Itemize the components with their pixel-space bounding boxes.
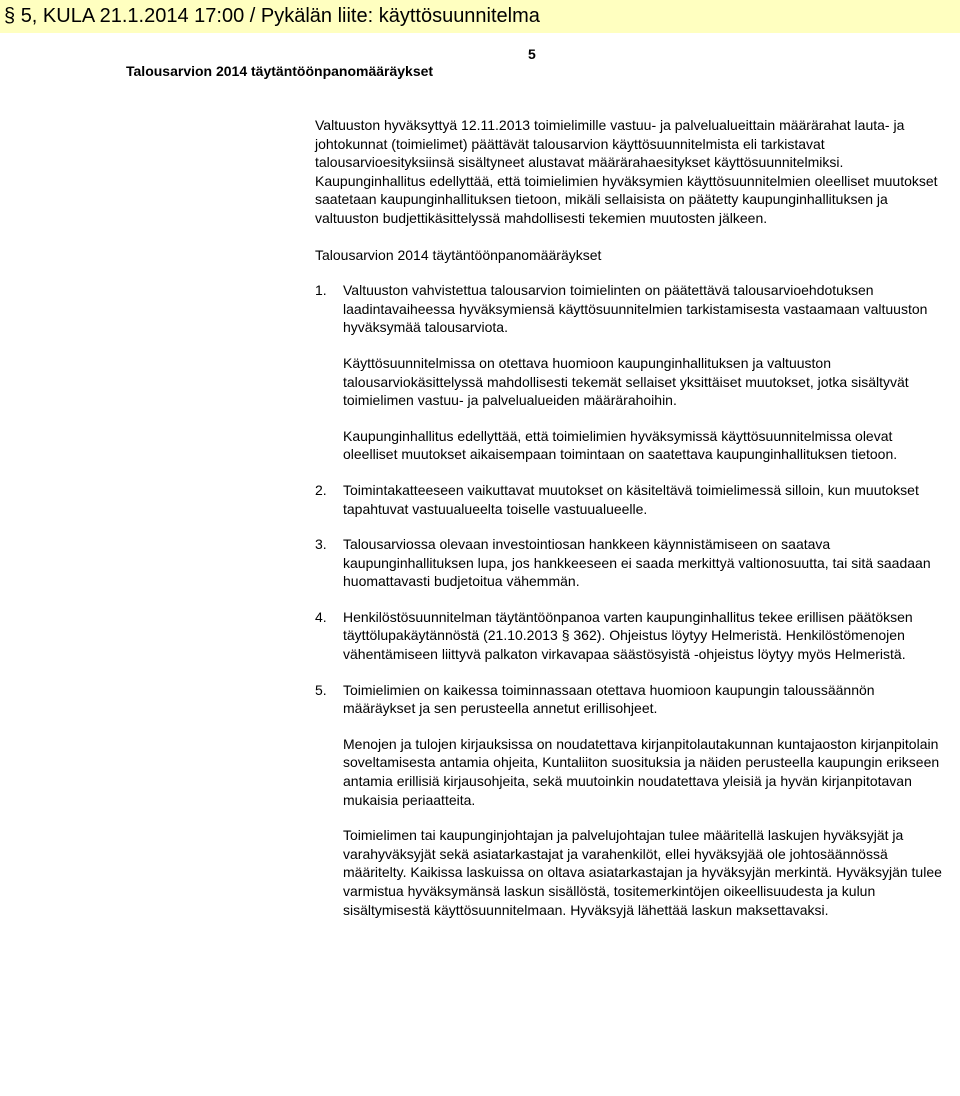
list-item-body [343, 535, 945, 591]
page-number: 5 [528, 46, 536, 62]
list-item-1 [315, 281, 945, 464]
document-body [315, 116, 945, 919]
list-item-3 [315, 535, 945, 591]
list-item-2 [315, 481, 945, 518]
list-item-body [343, 281, 945, 464]
list-item-body [343, 481, 945, 518]
list-item-paragraph: Valtuuston vahvistettua talousarvion toimielinten on päätettävä talousarvioehdotuksen laadintavaiheessa hyväksymiensä käyttösuunnitelmien tarkistamisesta vastaamaan valtuuston hyväksymää talousarviota. [343, 282, 928, 336]
section-sign-icon: § [4, 5, 16, 27]
list-item-number: 1. [315, 282, 327, 299]
list-item-body [343, 681, 945, 920]
list-item-paragraph: Käyttösuunnitelmissa on otettava huomioon kaupunginhallituksen ja valtuuston talousarviokäsittelyssä mahdollisesti tekemät sellaiset yksittäiset muutokset, jotka sisältyvät toimielimen vastuu- ja palvelualueiden määrärahoihin. [343, 354, 909, 409]
list-item-paragraph: Talousarviossa olevaan investointiosan hankkeen käynnistämiseen on saatava kaupunginhallituksen lupa, jos hankkeeseen ei saada merkittyä valtionosuutta, tai sitä saadaan huomattavasti budjetoitua vähemmän. [343, 536, 931, 590]
list-item-number: 4. [315, 608, 327, 625]
list-item-4 [315, 608, 945, 664]
document-header-title: Talousarvion 2014 täytäntöönpanomääräykset [126, 63, 434, 79]
list-item-5 [315, 681, 945, 920]
attachment-title-bar [0, 0, 960, 33]
list-item-paragraph: Kaupunginhallitus edellyttää, että toimielimien hyväksymissä käyttösuunnitelmissa olevat oleelliset muutokset aikaisempaan toimintaan on saatettava kaupunginhallituksen tietoon. [343, 427, 898, 463]
list-item-paragraph: Menojen ja tulojen kirjauksissa on noudatettava kirjanpitolautakunnan kuntajaoston kirjanpitolain soveltamisesta antamia ohjeita, Kuntaliiton suosituksia ja näiden perusteella kaupungin erikseen antamia erillisiä kirjausohjeita, sekä muutoinkin noudatettava yleisiä ja hyvän kirjanpitotavan mukaisia periaatteita. [343, 735, 940, 808]
list-item-paragraph: Toimielimen tai kaupunginjohtajan ja palvelujohtajan tulee määritellä laskujen hyväksyjät ja varahyväksyjät sekä asiatarkastajat ja varahenkilöt, ellei hyväksyjää ole johtosäännössä määritelty. Kaikissa laskuissa on oltava asiatarkastajan ja hyväksyjän merkintä. Hyväksyjän tulee varmistua hyväksymänsä laskun sisällöstä, tositemerkintöjen oikeellisuudesta ja kulun sisältymisestä käyttösuunnitelmaan. Hyväksyjä lähettää laskun maksettavaksi. [343, 827, 942, 918]
list-item-body [343, 608, 945, 664]
list-item-paragraph: Toimintakatteeseen vaikuttavat muutokset on käsiteltävä toimielimessä silloin, kun muutokset tapahtuvat vastuualueelta toiselle vastuualueelle. [343, 481, 919, 517]
attachment-title [4, 2, 540, 30]
list-item-paragraph: Henkilöstösuunnitelman täytäntöönpanoa varten kaupunginhallitus tekee erillisen päätöksen täyttölupakäytännöstä (21.10.2013 § 362). Ohjeistus löytyy Helmeristä. Henkilöstömenojen vähentämiseen liittyvä palkaton virkavapaa säästösyistä -ohjeistus löytyy myös Helmeristä. [343, 608, 913, 663]
attachment-title-text: 5, KULA 21.1.2014 17:00 / Pykälän liite: käyttösuunnitelma [20, 5, 540, 27]
list-item-paragraph: Toimielimien on kaikessa toiminnassaan otettava huomioon kaupungin taloussäännön määräykset ja sen perusteella annetut erillisohjeet. [343, 681, 875, 717]
list-item-number: 5. [315, 681, 327, 698]
section-heading: Talousarvion 2014 täytäntöönpanomääräykset [315, 246, 602, 263]
intro-paragraph: Valtuuston hyväksyttyä 12.11.2013 toimielimille vastuu- ja palvelualueittain määrärahat lauta- ja johtokunnat (toimielimet) päättävät talousarvion käyttösuunnitelmista eli tarkistavat talousarvioesityksiinsä sisältyneet alustavat määrärahaesitykset käyttösuunnitelmiksi. Kaupunginhallitus edellyttää, että toimielimien hyväksymien käyttösuunnitelmien oleelliset muutokset saatetaan kaupunginhallituksen tietoon, mikäli sellaisista on päätetty kaupunginhallituksen ja valtuuston budjettikäsittelyssä mahdollisesti tekemien muutosten jälkeen. [315, 117, 938, 226]
list-item-number: 3. [315, 536, 327, 553]
list-item-number: 2. [315, 481, 327, 498]
